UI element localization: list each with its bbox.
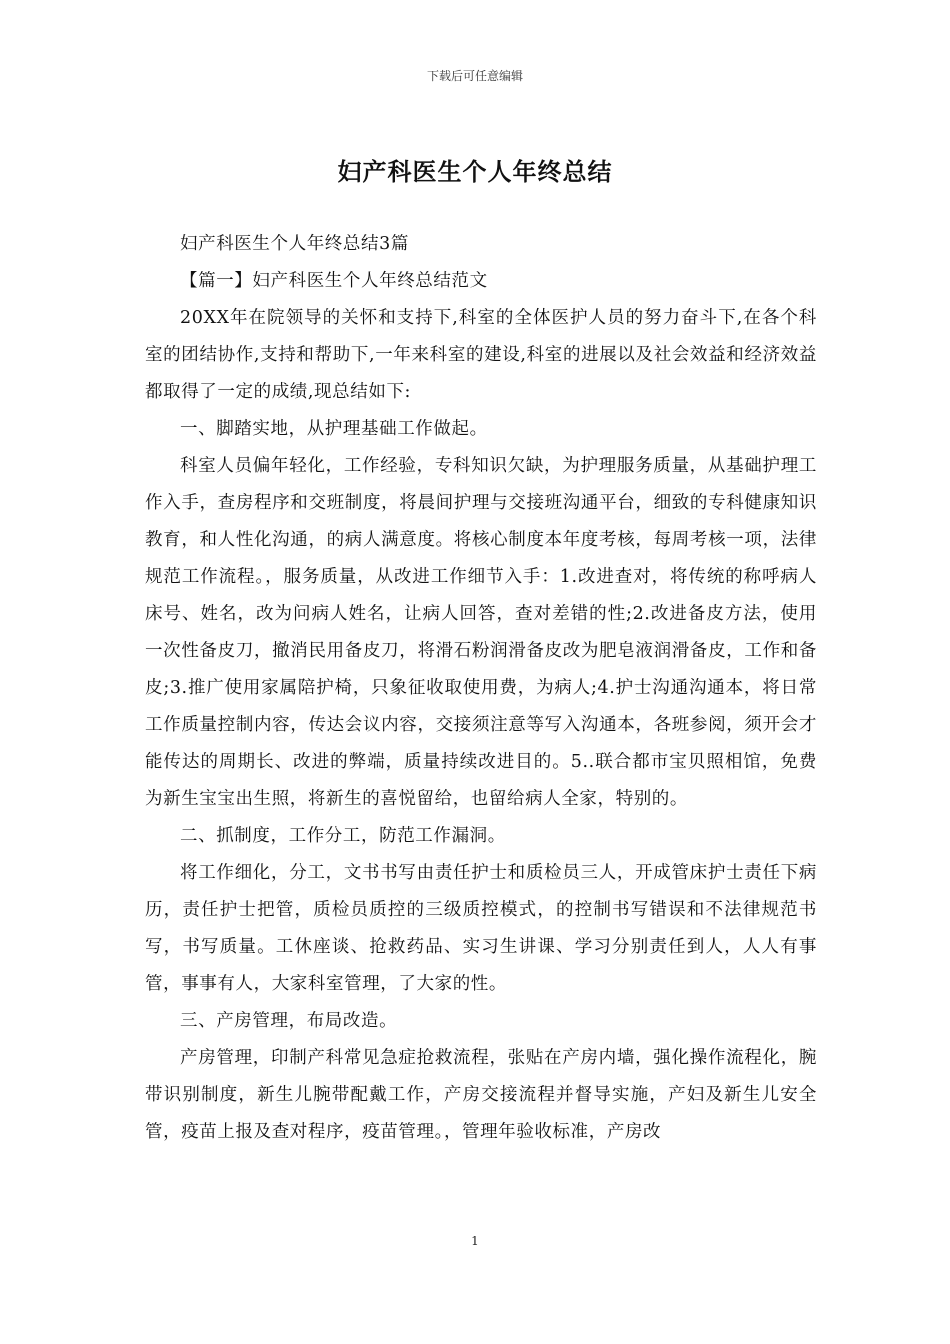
document-title: 妇产科医生个人年终总结 xyxy=(337,157,613,186)
page-number: 1 xyxy=(471,1234,479,1248)
paragraph-body-2: 将工作细化，分工，文书书写由责任护士和质检员三人，开成管床护士责任下病历，责任护士把管，质检员质控的三级质控模式，的控制书写错误和不法律规范书写，书写质量。工休座谈、抢救药品、实习生讲课、学习分别责任到人，人人有事管，事事有人，大家科室管理，了大家的性。 xyxy=(145,863,817,994)
paragraph-section-heading: 【篇一】妇产科医生个人年终总结范文 xyxy=(180,271,488,291)
paragraph-body-1: 科室人员偏年轻化，工作经验，专科知识欠缺，为护理服务质量，从基础护理工作入手，查房程序和交班制度，将晨间护理与交接班沟通平台，细致的专科健康知识教育，和人性化沟通，的病人满意度。将核心制度本年度考核，每周考核一项，法律规范工作流程。，服务质量，从改进工作细节入手：1.改进查对，将传统的称呼病人床号、姓名，改为问病人姓名，让病人回答，查对差错的性;2.改进备皮方法，使用一次性备皮刀，撤消民用备皮刀，将滑石粉润滑备皮改为肥皂液润滑备皮，工作和备皮;3.推广使用家属陪护椅，只象征收取使用费，为病人;4.护士沟通沟通本，将日常工作质量控制内容，传达会议内容，交接须注意等写入沟通本，各班参阅，须开会才能传达的周期长、改进的弊端，质量持续改进目的。5..联合都市宝贝照相馆，免费为新生宝宝出生照，将新生的喜悦留给，也留给病人全家，特别的。 xyxy=(145,456,817,809)
paragraph-body-3: 产房管理，印制产科常见急症抢救流程，张贴在产房内墙，强化操作流程化，腕带识别制度，新生儿腕带配戴工作，产房交接流程并督导实施，产妇及新生儿安全管，疫苗上报及查对程序，疫苗管理。，管理年验收标准，产房改 xyxy=(145,1048,817,1142)
paragraph-heading-2: 二、抓制度，工作分工，防范工作漏洞。 xyxy=(180,826,506,846)
paragraph-heading-1: 一、脚踏实地，从护理基础工作做起。 xyxy=(180,419,488,439)
paragraph-subtitle: 妇产科医生个人年终总结3篇 xyxy=(180,234,409,254)
paragraph-heading-3: 三、产房管理，布局改造。 xyxy=(180,1011,398,1031)
document-body xyxy=(145,226,817,1151)
header-note: 下载后可任意编辑 xyxy=(426,69,523,83)
paragraph-intro: 20XX年在院领导的关怀和支持下,科室的全体医护人员的努力奋斗下,在各个科室的团结协作,支持和帮助下,一年来科室的建设,科室的进展以及社会效益和经济效益都取得了一定的成绩,现总结如下: xyxy=(145,308,817,402)
